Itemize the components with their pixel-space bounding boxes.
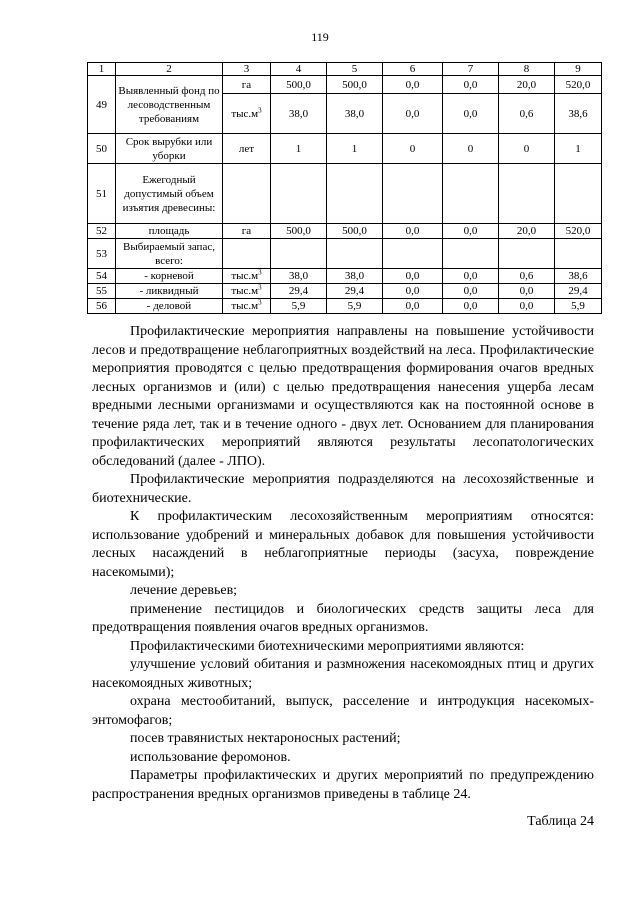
row-name: Выбираемый запас, всего:	[116, 239, 223, 269]
value-cell: 1	[555, 134, 602, 164]
value-cell: 1	[271, 134, 327, 164]
value-cell: 5,9	[271, 299, 327, 314]
value-cell: 500,0	[327, 76, 383, 94]
value-cell: 500,0	[327, 224, 383, 239]
table-row	[88, 164, 602, 224]
list-item: охрана местообитаний, выпуск, расселение и интродукция насекомых-энтомофагов;	[92, 694, 594, 728]
table-row	[88, 284, 602, 299]
unit-text: тыс.м	[231, 285, 259, 297]
value-cell: 38,0	[327, 94, 383, 134]
list-item: применение пестицидов и биологических средств защиты леса для предотвращения появления очагов вредных организмов.	[92, 601, 594, 635]
body-text	[92, 323, 594, 804]
value-cell	[555, 164, 602, 224]
value-cell: 29,4	[555, 284, 602, 299]
row-number: 54	[88, 269, 116, 284]
unit-cell	[223, 284, 271, 299]
unit-text: тыс.м	[231, 107, 259, 120]
unit-exponent: 3	[258, 283, 262, 292]
unit-exponent: 3	[258, 298, 262, 307]
row-number: 52	[88, 224, 116, 239]
unit-exponent: 3	[258, 268, 262, 277]
value-cell	[443, 164, 499, 224]
value-cell	[555, 239, 602, 269]
list-item: улучшение условий обитания и размножения насекомоядных птиц и других насекомоядных животных;	[92, 657, 594, 691]
row-name: площадь	[116, 224, 223, 239]
value-cell: 0,0	[443, 76, 499, 94]
table-header-row	[88, 63, 602, 76]
value-cell: 0,0	[499, 284, 555, 299]
forest-table	[87, 62, 602, 314]
list-item: посев травянистых нектароносных растений;	[130, 731, 401, 746]
value-cell	[271, 164, 327, 224]
value-cell	[383, 239, 443, 269]
row-number: 55	[88, 284, 116, 299]
paragraph: Параметры профилактических и других мероприятий по предупреждению распространения вредных организмов приведены в таблице 24.	[92, 768, 594, 802]
unit-cell	[223, 239, 271, 269]
value-cell: 20,0	[499, 224, 555, 239]
value-cell: 0,0	[383, 269, 443, 284]
unit-cell	[223, 94, 271, 134]
paragraph: Профилактическими биотехническими мероприятиями являются:	[130, 638, 525, 654]
list-item: лечение деревьев;	[130, 583, 238, 598]
row-name: - ликвидный	[116, 284, 223, 299]
paragraph: Профилактические мероприятия направлены на повышение устойчивости лесов и предотвращение неблагоприятных воздействий на леса. Профилактические мероприятия проводятся с целью предотвращения формирования очагов вредных лесных организмов и (или) с целью предотвращения нанесения ущерба лесам вредными лесными организмами и осуществляются как на постоянной основе в течение ряда лет, так и в течение одного - двух лет. Основанием для планирования профилактических мероприятий являются результаты лесопатологических обследований (далее - ЛПО).	[92, 324, 594, 469]
value-cell: 0,0	[443, 224, 499, 239]
value-cell: 0,0	[383, 299, 443, 314]
value-cell: 38,0	[271, 269, 327, 284]
row-number: 50	[88, 134, 116, 164]
list-item: использование феромонов.	[130, 749, 291, 765]
table-row	[88, 239, 602, 269]
value-cell: 0,0	[443, 94, 499, 134]
value-cell: 0,0	[383, 76, 443, 94]
unit-cell: га	[223, 76, 271, 94]
table-caption: Таблица 24	[527, 814, 594, 829]
value-cell: 29,4	[271, 284, 327, 299]
header-cell: 2	[116, 63, 223, 76]
value-cell: 0,0	[443, 284, 499, 299]
unit-text: тыс.м	[231, 270, 259, 282]
unit-cell	[223, 269, 271, 284]
row-name: Срок вырубки или уборки	[116, 134, 223, 164]
unit-cell	[223, 299, 271, 314]
value-cell	[443, 239, 499, 269]
table-row	[88, 224, 602, 239]
row-name: Выявленный фонд по лесоводственным требованиям	[116, 76, 223, 134]
header-cell: 5	[327, 63, 383, 76]
value-cell	[327, 164, 383, 224]
value-cell: 520,0	[555, 76, 602, 94]
value-cell: 38,0	[271, 94, 327, 134]
value-cell: 500,0	[271, 76, 327, 94]
value-cell: 0	[383, 134, 443, 164]
value-cell	[499, 239, 555, 269]
value-cell: 0,0	[499, 299, 555, 314]
value-cell: 5,9	[327, 299, 383, 314]
value-cell	[327, 239, 383, 269]
value-cell	[271, 239, 327, 269]
value-cell: 1	[327, 134, 383, 164]
unit-exponent: 3	[258, 105, 262, 114]
header-cell: 7	[443, 63, 499, 76]
value-cell: 0,6	[499, 94, 555, 134]
value-cell: 20,0	[499, 76, 555, 94]
value-cell	[383, 164, 443, 224]
row-number: 53	[88, 239, 116, 269]
header-cell: 3	[223, 63, 271, 76]
value-cell: 0	[499, 134, 555, 164]
value-cell: 0,0	[383, 224, 443, 239]
page-number: 119	[311, 30, 329, 44]
row-number: 49	[88, 76, 116, 134]
value-cell: 0,0	[443, 299, 499, 314]
value-cell: 0	[443, 134, 499, 164]
value-cell: 0,0	[443, 269, 499, 284]
header-cell: 6	[383, 63, 443, 76]
row-number: 51	[88, 164, 116, 224]
paragraph: Профилактические мероприятия подразделяются на лесохозяйственные и биотехнические.	[92, 472, 594, 506]
value-cell	[499, 164, 555, 224]
value-cell: 5,9	[555, 299, 602, 314]
header-cell: 1	[88, 63, 116, 76]
unit-text: тыс.м	[231, 300, 259, 312]
value-cell: 0,0	[383, 284, 443, 299]
row-number: 56	[88, 299, 116, 314]
value-cell: 0,0	[383, 94, 443, 134]
row-name: Ежегодный допустимый объем изъятия древесины:	[116, 164, 223, 224]
unit-cell: га	[223, 224, 271, 239]
value-cell: 38,6	[555, 269, 602, 284]
header-cell: 8	[499, 63, 555, 76]
table-row	[88, 299, 602, 314]
unit-cell: лет	[223, 134, 271, 164]
row-name: - деловой	[116, 299, 223, 314]
value-cell: 38,0	[327, 269, 383, 284]
header-cell: 9	[555, 63, 602, 76]
value-cell: 500,0	[271, 224, 327, 239]
header-cell: 4	[271, 63, 327, 76]
paragraph: К профилактическим лесохозяйственным мероприятиям относятся: использование удобрений и минеральных добавок для повышения устойчивости лесных насаждений в неблагоприятные периоды (засуха, повреждение насекомыми);	[92, 509, 594, 580]
table-row	[88, 134, 602, 164]
value-cell: 520,0	[555, 224, 602, 239]
value-cell: 29,4	[327, 284, 383, 299]
value-cell: 0,6	[499, 269, 555, 284]
table-row	[88, 76, 602, 94]
table-row	[88, 269, 602, 284]
unit-cell	[223, 164, 271, 224]
row-name: - корневой	[116, 269, 223, 284]
value-cell: 38,6	[555, 94, 602, 134]
